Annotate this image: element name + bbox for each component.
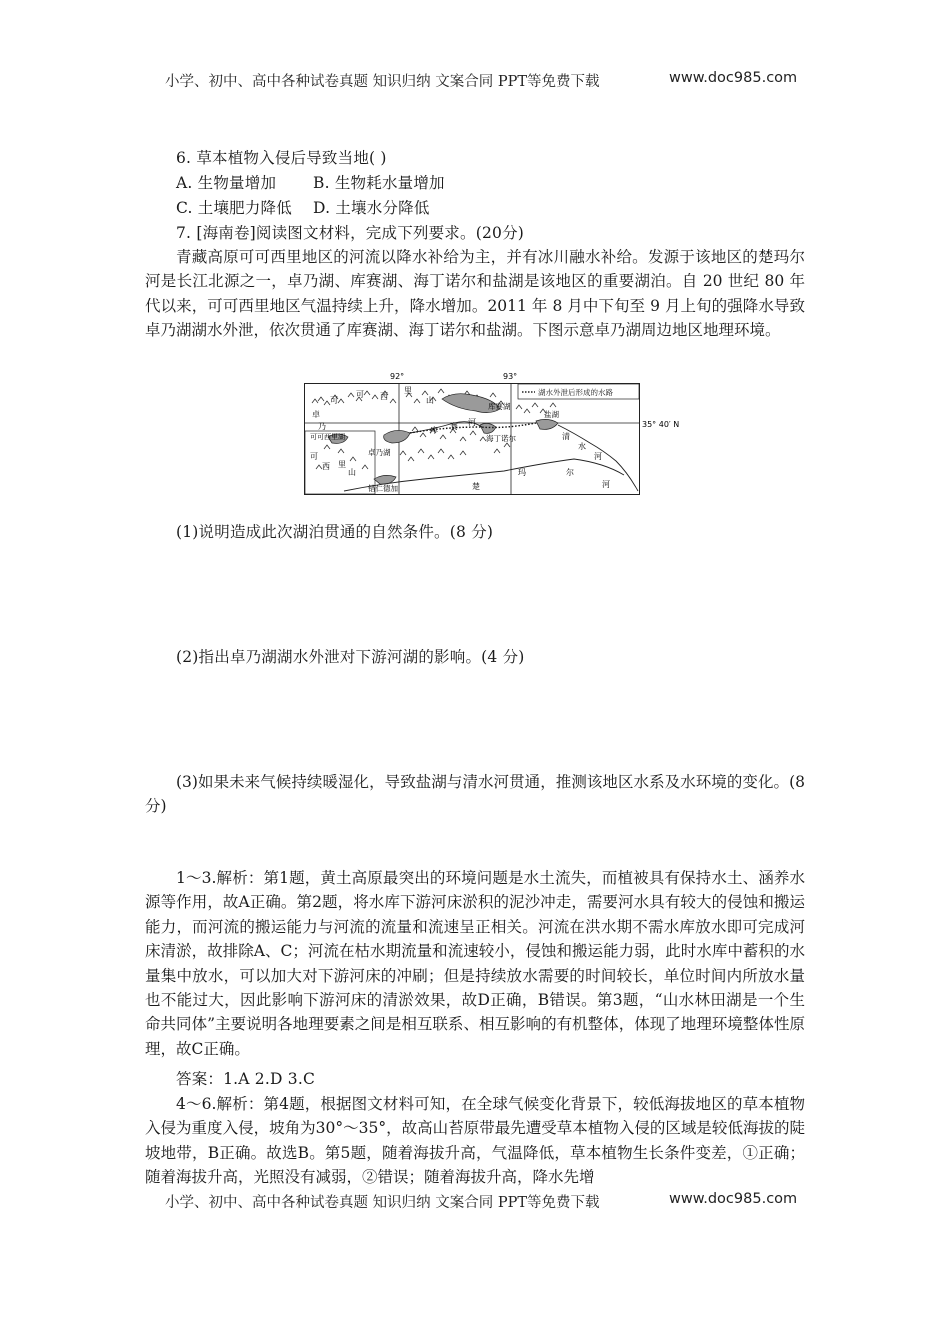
left2-char-3: 里	[338, 460, 346, 469]
yanhu-label: 盐湖	[544, 410, 559, 419]
mountain-char-5: 山	[426, 396, 434, 405]
q6-option-d: D. 土壤水分降低	[313, 199, 430, 217]
left2-char-2: 西	[322, 462, 330, 471]
bottom-mountain-char: 山	[348, 468, 356, 477]
header-left-text: 小学、初中、高中各种试卷真题 知识归纳 文案合同 PPT等免费下载	[165, 74, 600, 90]
kusai-river-char-2: 赛	[450, 422, 458, 431]
qingshui-char-1: 清	[562, 432, 570, 441]
q7-sub1: (1)说明造成此次湖泊贯通的自然条件。(8 分)	[176, 523, 494, 541]
header-url: www.doc985.com	[669, 70, 798, 86]
mountain-char-1: 可	[330, 396, 338, 405]
zhuonai-lake-map	[304, 372, 680, 495]
footer-left-text: 小学、初中、高中各种试卷真题 知识归纳 文案合同 PPT等免费下载	[165, 1195, 600, 1211]
chu-char-2: 玛	[518, 468, 526, 477]
answer-key-1-3: 答案：1.A 2.D 3.C	[176, 1070, 316, 1088]
q6-option-b: B. 生物耗水量增加	[313, 174, 445, 192]
footer-url: www.doc985.com	[669, 1191, 798, 1207]
answer-1-3-analysis: 1～3.解析：第1题，黄土高原最突出的环境问题是水土流失，而植被具有保持水土、涵养水源等作用，故A正确。第2题，将水库下游河床淤积的泥沙冲走，需要河水具有较大的侵蚀和搬运能力，而河流的搬运能力与河流的流量和流速呈正相关。河流在洪水期不需水库放水即可完成河床清淤，故排除A、C；河流在枯水期流量和流速较小，侵蚀和搬运能力弱，此时水库中蓄积的水量集中放水，可以加大对下游河床的冲刷；但是持续放水需要的时间较长，单位时间内所放水量也不能过大，因此影响下游河床的清淤效果，故D正确，B错误。第3题，“山水林田湖是一个生命共同体”主要说明各地理要素之间是相互联系、相互影响的有机整体，体现了地理环境整体性原理，故C正确。	[145, 869, 805, 1058]
kusai-river-char-1: 库	[430, 426, 438, 435]
haiding-label: 海丁诺尔	[486, 434, 516, 443]
mountain-char-2: 可	[356, 390, 364, 399]
kusai-lake-label: 库赛湖	[488, 402, 511, 411]
chu-char-4: 河	[602, 480, 610, 489]
q6-stem: 6. 草本植物入侵后导致当地( )	[176, 149, 387, 167]
lon-92-label: 92°	[390, 372, 405, 381]
q7-material: 青藏高原可可西里地区的河流以降水补给为主，并有冰川融水补给。发源于该地区的楚玛尔河是长江北源之一，卓乃湖、库赛湖、海丁诺尔和盐湖是该地区的重要湖泊。自 20 世纪 80 年代以来，可可西里地区气温持续上升，降水增加。2011 年 8 月中下旬至 9 月上旬的强降水导致卓乃湖湖水外泄，依次贯通了库赛湖、海丁诺尔和盐湖。下图示意卓乃湖周边地区地理环境。	[145, 248, 805, 340]
kekexili-lake-label: 可可西里湖	[310, 433, 345, 441]
qingshui-char-3: 河	[594, 452, 602, 461]
cuorendejia-label: 错仁德加	[368, 484, 398, 493]
chu-char-1: 楚	[472, 482, 480, 491]
answer-4-6-analysis: 4～6.解析：第4题，根据图文材料可知，在全球气候变化背景下，较低海拔地区的草本植物入侵为重度入侵，坡角为30°～35°，故高山苔原带最先遭受草本植物入侵的区域是较低海拔的陡坡地带，B正确。故选B。第5题，随着海拔升高，气温降低，草本植物生长条件变差，①正确；随着海拔升高，光照没有减弱，②错误；随着海拔升高，降水先增	[145, 1095, 805, 1187]
zhuonai-label: 卓乃湖	[368, 448, 391, 457]
q7-sub3: (3)如果未来气候持续暖湿化，导致盐湖与清水河贯通，推测该地区水系及水环境的变化。(8 分)	[145, 773, 805, 816]
mountain-char-3: 西	[380, 392, 388, 401]
left-char-2: 乃	[318, 422, 326, 431]
q7-sub2: (2)指出卓乃湖湖水外泄对下游河湖的影响。(4 分)	[176, 648, 525, 666]
left-char-1: 卓	[312, 410, 320, 419]
mountain-char-4: 里	[404, 386, 412, 395]
chu-char-3: 尔	[566, 468, 574, 477]
kusai-river-char-3: 河	[468, 418, 476, 427]
qingshui-char-2: 水	[578, 442, 586, 451]
q6-option-a: A. 生物量增加	[176, 174, 277, 192]
q7-title: 7. [海南卷]阅读图文材料，完成下列要求。(20分)	[176, 224, 525, 242]
q6-option-c: C. 土壤肥力降低	[176, 199, 292, 217]
lon-93-label: 93°	[503, 372, 518, 381]
lat-label: 35° 40′ N	[642, 420, 680, 429]
legend-text: 湖水外泄后形成的水路	[538, 388, 613, 397]
left2-char-1: 可	[310, 452, 318, 461]
